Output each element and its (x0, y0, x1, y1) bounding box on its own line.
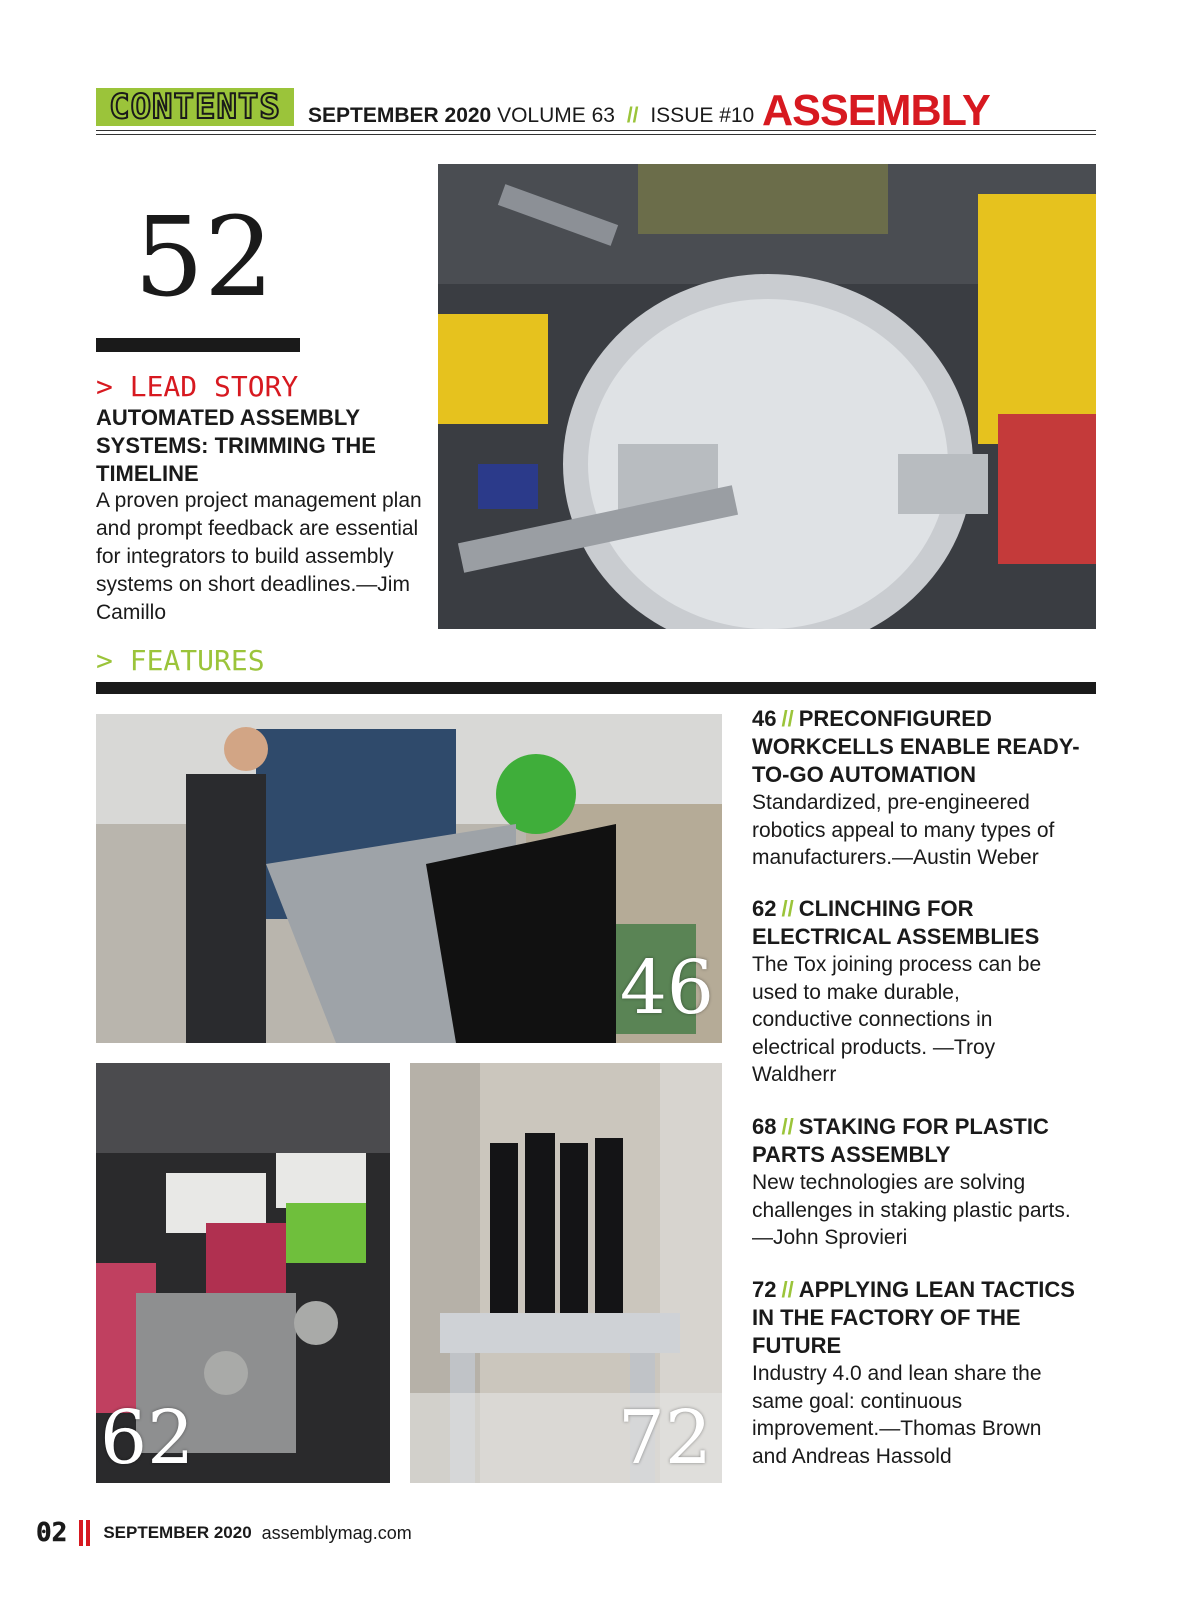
feature-item-72[interactable] (752, 1276, 1098, 1470)
feature-page: 68 (752, 1114, 777, 1139)
issue-info (308, 104, 754, 128)
issue-number: ISSUE #10 (650, 104, 755, 127)
separator: // (781, 896, 794, 921)
feature-image-72[interactable] (410, 1063, 722, 1483)
feature-image-number: 72 (617, 1395, 712, 1481)
brand-logo: ASSEMBLY (762, 86, 990, 135)
feature-description: Industry 4.0 and lean share the same goal: continuous improvement.—Thomas Brown and Andreas Hassold (752, 1362, 1042, 1468)
feature-title-text: PRECONFIGURED WORKCELLS ENABLE READY-TO-GO AUTOMATION (752, 706, 1080, 787)
lead-kicker: > LEAD STORY (96, 370, 299, 403)
lead-divider (96, 338, 300, 352)
lead-description: A proven project management plan and prompt feedback are essential for integrators to build assembly systems on short deadlines.—Jim Camillo (96, 489, 422, 624)
feature-title-text: APPLYING LEAN TACTICS IN THE FACTORY OF THE FUTURE (752, 1277, 1075, 1358)
feature-image-number: 46 (619, 945, 714, 1031)
footer-divider-icon (79, 1520, 93, 1546)
contents-heading-text: CONTENTS (109, 87, 281, 127)
feature-item-62[interactable] (752, 895, 1098, 1089)
feature-page: 62 (752, 896, 777, 921)
feature-image-62[interactable] (96, 1063, 390, 1483)
feature-description: Standardized, pre-engineered robotics appeal to many types of manufacturers.—Austin Weber (752, 791, 1055, 869)
feature-description: New technologies are solving challenges in staking plastic parts.—John Sprovieri (752, 1171, 1071, 1249)
lead-title[interactable]: AUTOMATED ASSEMBLY SYSTEMS: TRIMMING THE TIMELINE (96, 405, 376, 486)
separator: // (781, 706, 794, 731)
contents-heading (96, 88, 294, 126)
footer-date: SEPTEMBER 2020 (103, 1523, 252, 1542)
lead-page-number: 52 (134, 193, 274, 321)
separator: // (781, 1114, 794, 1139)
features-divider (96, 682, 1096, 694)
feature-image-number: 62 (100, 1395, 195, 1481)
feature-title-text: CLINCHING FOR ELECTRICAL ASSEMBLIES (752, 896, 1040, 949)
footer-url[interactable]: assemblymag.com (261, 1522, 412, 1543)
separator: // (626, 104, 639, 127)
footer-page-number: 02 (36, 1518, 68, 1548)
feature-item-68[interactable] (752, 1113, 1098, 1252)
lead-story-image[interactable] (438, 164, 1096, 629)
page-footer (36, 1518, 412, 1548)
feature-page: 72 (752, 1277, 777, 1302)
feature-title (752, 895, 1098, 951)
feature-title-text: STAKING FOR PLASTIC PARTS ASSEMBLY (752, 1114, 1049, 1167)
feature-item-46[interactable] (752, 705, 1098, 872)
feature-image-46[interactable] (96, 714, 722, 1043)
feature-title (752, 705, 1098, 789)
separator: // (781, 1277, 794, 1302)
features-kicker: > FEATURES (96, 644, 265, 677)
volume: VOLUME 63 (497, 104, 615, 127)
feature-title (752, 1113, 1098, 1169)
feature-page: 46 (752, 706, 777, 731)
header-rule-2 (96, 134, 1096, 135)
feature-title (752, 1276, 1098, 1360)
feature-description: The Tox joining process can be used to make durable, conductive connections in electrical products. —Troy Waldherr (752, 953, 1042, 1086)
header-rule (96, 130, 1096, 131)
robotic-rotary-table-photo (438, 164, 1096, 629)
issue-date: SEPTEMBER 2020 (308, 104, 492, 127)
